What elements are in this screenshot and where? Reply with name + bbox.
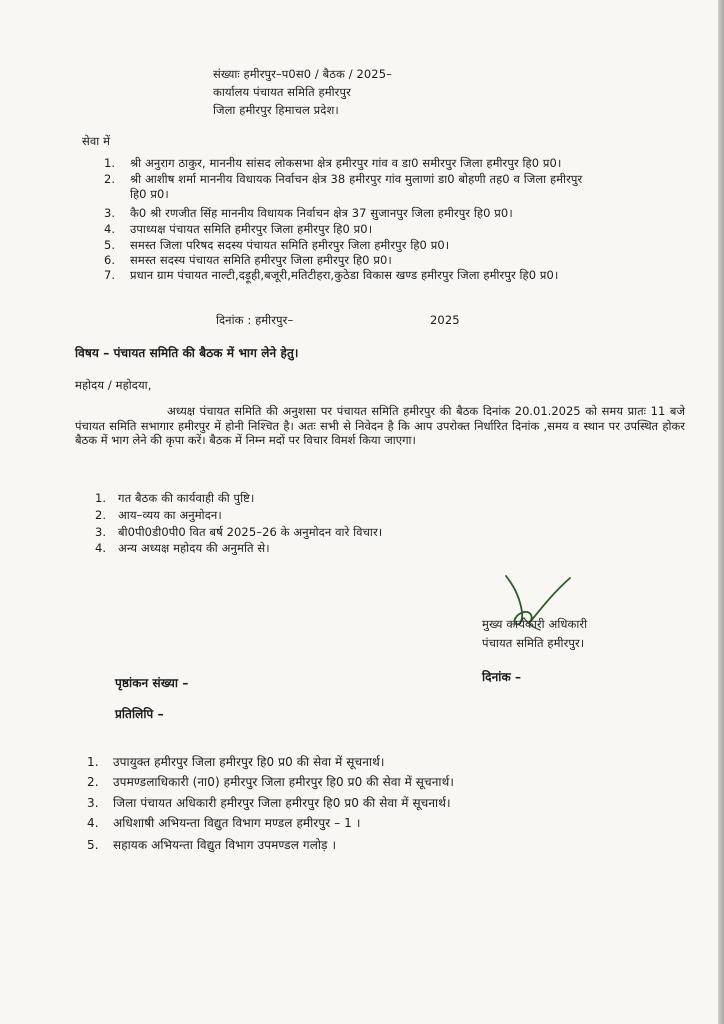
office-location: जिला हमीरपुर हिमाचल प्रदेश। (213, 103, 339, 117)
recipient-item (104, 253, 392, 267)
recipient-text: समस्त जिला परिषद सदस्य पंचायत समिति हमीरपुर जिला हमीरपुर हि0 प्र0। (130, 238, 450, 252)
subject-line: विषय – पंचायत समिति की बैठक में भाग लेने हेतु। (75, 346, 299, 360)
agenda-number: 4. (95, 541, 107, 555)
recipient-text: कै0 श्री रणजीत सिंह माननीय विधायक निर्वाचन क्षेत्र 37 सुजानपुर जिला हमीरपुर हि0 प्र0। (130, 206, 513, 220)
signatory-title: मुख्य कार्यकारी अधिकारी (482, 617, 588, 631)
office-name: कार्यालय पंचायत समिति हमीरपुर (213, 85, 351, 99)
recipient-number: 5. (104, 238, 116, 252)
agenda-number: 1. (95, 491, 107, 505)
signatory-office: पंचायत समिति हमीरपुर। (482, 636, 585, 650)
agenda-text: अन्य अध्यक्ष महोदय की अनुमति से। (118, 541, 270, 555)
copy-text: जिला पंचायत अधिकारी हमीरपुर जिला हमीरपुर हि0 प्र0 की सेवा में सूचनार्थ। (113, 796, 451, 810)
recipient-text: समस्त सदस्य पंचायत समिति हमीरपुर जिला हमीरपुर हि0 प्र0। (130, 253, 392, 267)
recipient-text: उपाध्यक्ष पंचायत समिति हमीरपुर जिला हमीरपुर हि0 प्र0। (130, 222, 373, 236)
recipient-number: 6. (104, 253, 116, 267)
agenda-number: 2. (95, 508, 107, 522)
copy-to-label: प्रतिलिपि – (115, 707, 164, 721)
copy-number: 5. (87, 838, 99, 852)
agenda-item (95, 525, 382, 539)
copy-number: 2. (87, 775, 99, 789)
copy-item (87, 838, 336, 852)
recipient-number: 4. (104, 222, 116, 236)
recipient-number: 1. (104, 156, 116, 170)
recipient-text: श्री आशीष शर्मा माननीय विधायक निर्वाचन क्षेत्र 38 हमीरपुर गांव मुलाणां डा0 बोहणी तह0 व जिला हमीरपुर (130, 172, 583, 186)
handwritten-signature (500, 572, 580, 642)
copy-text: अधिशाषी अभियन्ता विद्युत विभाग मण्डल हमीरपुर – 1 । (113, 816, 361, 830)
agenda-number: 3. (95, 525, 107, 539)
recipient-item (104, 238, 449, 252)
copy-number: 3. (87, 796, 99, 810)
paper-edge (718, 0, 724, 1024)
copy-item (87, 796, 451, 810)
copy-text: सहायक अभियन्ता विद्युत विभाग उपमण्डल गलोड़ । (113, 838, 337, 852)
recipient-item (104, 156, 561, 170)
date-label: दिनांक : हमीरपुर– (216, 313, 294, 327)
copy-item (87, 816, 360, 830)
date-year: 2025 (430, 313, 460, 327)
copy-text: उपमण्डलाधिकारी (ना0) हमीरपुर जिला हमीरपुर हि0 प्र0 की सेवा में सूचनार्थ। (113, 775, 454, 789)
agenda-text: बी0पी0डी0पी0 वित बर्ष 2025–26 के अनुमोदन वारे विचार। (118, 525, 383, 539)
recipient-text-continued: हि0 प्र0। (130, 187, 169, 201)
copy-item (87, 755, 384, 769)
recipient-item (104, 172, 582, 186)
recipient-item (104, 268, 558, 282)
recipient-text: श्री अनुराग ठाकुर, माननीय सांसद लोकसभा क्षेत्र हमीरपुर गांव व डा0 समीरपुर जिला हमीरपुर हि0 प्र0। (130, 156, 562, 170)
copy-number: 1. (87, 755, 99, 769)
recipient-item (104, 206, 513, 220)
to-label: सेवा में (82, 134, 111, 148)
copy-text: उपायुक्त हमीरपुर जिला हमीरपुर हि0 प्र0 की सेवा में सूचनार्थ। (113, 755, 385, 769)
recipient-item (104, 222, 372, 236)
agenda-text: आय–व्यय का अनुमोदन। (118, 508, 222, 522)
recipient-text: प्रधान ग्राम पंचायत नाल्टी,दड़ूही,बजूरी,मतिटीहरा,कुठेडा विकास खण्ड हमीरपुर जिला हमीरपुर हि0 प्र0। (130, 268, 559, 282)
recipient-number: 3. (104, 206, 116, 220)
agenda-item (95, 541, 270, 555)
agenda-item (95, 491, 254, 505)
endorsement-date-label: दिनांक – (482, 670, 522, 684)
agenda-text: गत बैठक की कार्यवाही की पुष्टि। (118, 491, 255, 505)
agenda-item (95, 508, 222, 522)
salutation: महोदय / महोदया, (75, 378, 152, 392)
recipient-number: 7. (104, 268, 116, 282)
copy-item (87, 775, 454, 789)
recipient-number: 2. (104, 172, 116, 186)
endorsement-number-label: पृष्ठांकन संख्या – (115, 676, 189, 690)
copy-number: 4. (87, 816, 99, 830)
reference-number: संख्याः हमीरपुर–प0स0 / बैठक / 2025– (213, 67, 392, 81)
body-paragraph: अध्यक्ष पंचायत समिति की अनुशसा पर पंचायत समिति हमीरपुर की बैठक दिनांक 20.01.2025 को समय प्रातः 11 बजे पंचायत समिति सभागार हमीरपुर में होनी निश्चित है। अतः सभी से निवेदन है कि आप उपरोक्त निर्धारित दिनांक ,समय व स्थान पर उपस्थित होकर बैठक में भाग लेने की कृपा करें। बैठक में निम्न मदों पर विचार विमर्श किया जाएगा। (75, 404, 685, 447)
